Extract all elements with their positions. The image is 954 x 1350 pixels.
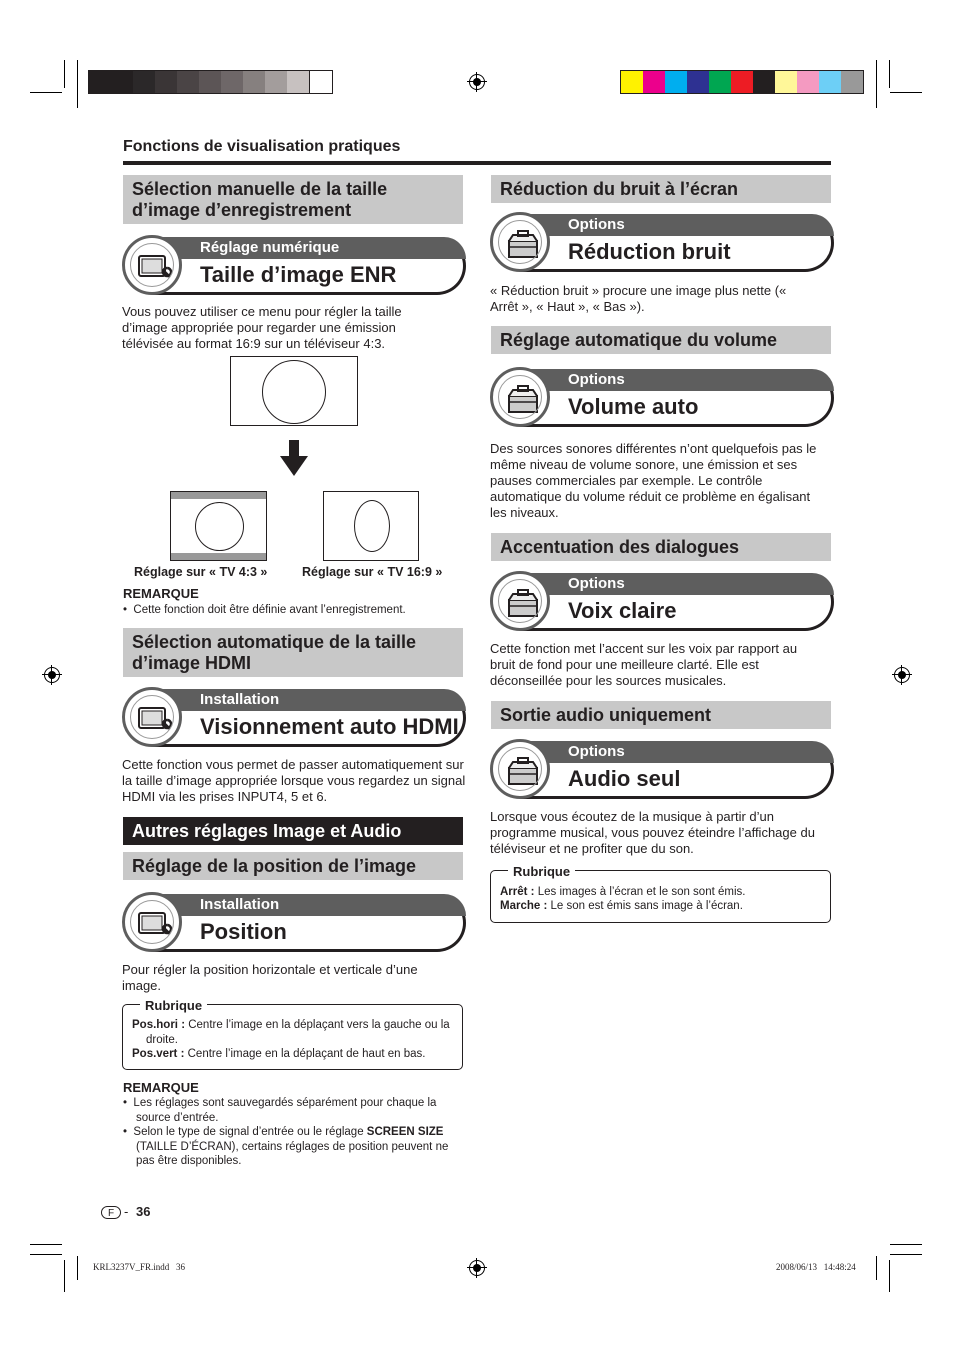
color-swatch [221, 71, 243, 93]
paragraph: Lorsque vous écoutez de la musique à partir d’un programme musical, vous pouvez éteindre l’affichage du téléviseur et ne profiter que du son. [490, 809, 815, 856]
language-letter: F [107, 1208, 115, 1219]
color-swatch [89, 71, 111, 93]
color-swatch [643, 71, 665, 93]
menu-name: Volume auto [568, 394, 699, 419]
paragraph: Pour régler la position horizontale et verticale d’une image. [122, 962, 418, 993]
grayscale-color-bar [88, 70, 333, 94]
header-rule [123, 161, 831, 165]
menu-category: Options [568, 575, 625, 592]
page-title: Fonctions de visualisation pratiques [123, 138, 401, 155]
menu-position [122, 892, 466, 956]
color-swatch [309, 71, 332, 93]
section-heading-auto-hdmi: Sélection automatique de la taille d’image HDMI [123, 628, 463, 677]
note-text: Les réglages sont sauvegardés séparément pour chaque la source d’entrée. [133, 1097, 437, 1124]
letterbox-bar-bottom [171, 553, 266, 560]
color-swatch [155, 71, 177, 93]
caption-tv43: Réglage sur « TV 4:3 » [134, 565, 268, 579]
down-arrow-icon [280, 440, 308, 476]
paragraph: Cette fonction met l’accent sur les voix par rapport au bruit de fond pour une meilleure clarté. Elle est déconseillée pour les sources musicales. [490, 641, 798, 688]
rubrique-text: Centre l’image en la déplaçant vers la gauche ou la droite. [146, 1019, 450, 1046]
note-heading: REMARQUE [123, 586, 199, 601]
crop-mark [890, 92, 922, 93]
menu-name: Réduction bruit [568, 239, 731, 264]
page-number: 36 [136, 1204, 151, 1219]
menu-category: Options [568, 743, 625, 760]
menu-name: Audio seul [568, 766, 681, 791]
menu-name: Position [200, 919, 287, 944]
menu-audio-seul [490, 739, 834, 803]
menu-name: Visionnement auto HDMI [200, 714, 459, 739]
note-item: • Cette fonction doit être définie avant l’enregistrement. [123, 604, 406, 616]
file-slug: KRL3237V_FR.indd 36 [93, 1262, 186, 1272]
paragraph: Des sources sonores différentes n’ont quelquefois pas le même niveau de volume sonore, une émission et ses pauses commerciales par exemple. Le contrôle automatique du volume réduit ce problème en égalisant les niveaux. [490, 441, 817, 520]
diagram-ellipse [354, 500, 390, 552]
rubrique-entry [500, 885, 825, 900]
diagram-source-frame [230, 356, 358, 426]
crop-mark [889, 1260, 890, 1292]
menu-name: Voix claire [568, 598, 677, 623]
crop-mark [77, 1256, 78, 1280]
diagram-tv169-frame [323, 491, 419, 561]
rubrique-label: Rubrique [508, 864, 575, 879]
section-heading-noise-reduction: Réduction du bruit à l’écran [491, 175, 831, 203]
crop-mark [30, 1254, 62, 1255]
menu-voix-claire [490, 571, 834, 635]
crop-mark [77, 60, 78, 108]
section-heading-dialogue: Accentuation des dialogues [491, 533, 831, 561]
color-swatch [177, 71, 199, 93]
tv-settings-icon [122, 892, 182, 952]
registration-mark [44, 667, 60, 683]
registration-mark [894, 667, 910, 683]
color-swatch [287, 71, 309, 93]
color-swatch [731, 71, 753, 93]
menu-taille-image-enr [122, 235, 466, 299]
registration-mark [469, 1260, 485, 1276]
color-swatch [199, 71, 221, 93]
rubrique-entry [132, 1018, 457, 1047]
crop-mark [30, 92, 62, 93]
note-item: • Selon le type de signal d’entrée ou le réglage SCREEN SIZE (TAILLE D’ÉCRAN), certains réglages de position peuvent ne pas être disponibles. [123, 1126, 449, 1167]
paragraph: Cette fonction vous permet de passer automatiquement sur la taille d’image appropriée lorsque vous regardez un signal HDMI via les prises INPUT4, 5 et 6. [122, 757, 466, 804]
color-swatch [753, 71, 775, 93]
tv-settings-icon [122, 687, 182, 747]
color-swatch [265, 71, 287, 93]
section-heading-auto-volume: Réglage automatique du volume [491, 326, 831, 354]
tv-settings-icon [122, 235, 182, 295]
color-swatch [133, 71, 155, 93]
menu-category: Options [568, 216, 625, 233]
note-item: • Les réglages sont sauvegardés séparément pour chaque la source d’entrée. [123, 1097, 437, 1124]
color-swatch [111, 71, 133, 93]
menu-category: Installation [200, 691, 280, 708]
menu-visionnement-auto-hdmi [122, 687, 466, 751]
color-swatch [621, 71, 643, 93]
color-swatch [797, 71, 819, 93]
section-heading-other-settings: Autres réglages Image et Audio [123, 817, 463, 845]
note-text: Selon le type de signal d’entrée ou le réglage [133, 1126, 367, 1138]
paragraph: « Réduction bruit » procure une image plus nette (« Arrêt », « Haut », « Bas »). [490, 283, 787, 314]
color-swatch [243, 71, 265, 93]
rubrique-term: Pos.vert : [132, 1048, 185, 1060]
crop-mark [876, 1256, 877, 1280]
menu-name: Taille d’image ENR [200, 262, 397, 287]
menu-category: Réglage numérique [200, 239, 340, 256]
crop-mark [876, 60, 877, 108]
color-swatch [841, 71, 863, 93]
crop-mark [30, 1244, 62, 1245]
crop-mark [890, 1244, 922, 1245]
section-heading-audio-only: Sortie audio uniquement [491, 701, 831, 729]
section-heading-position: Réglage de la position de l’image [123, 852, 463, 880]
page-number-sep: - [124, 1204, 129, 1219]
diagram-circle [262, 360, 326, 424]
crop-mark [64, 1260, 65, 1292]
note-text-strong: SCREEN SIZE [366, 1126, 444, 1138]
color-swatch [775, 71, 797, 93]
menu-volume-auto [490, 367, 834, 431]
color-swatch [687, 71, 709, 93]
toolbox-icon [490, 571, 550, 631]
rubrique-term: Pos.hori : [132, 1019, 186, 1031]
rubrique-term: Arrêt : [500, 886, 535, 898]
toolbox-icon [490, 212, 550, 272]
menu-category: Installation [200, 896, 280, 913]
registration-mark [469, 74, 485, 90]
crop-mark [890, 1254, 922, 1255]
toolbox-icon [490, 739, 550, 799]
note-text: Cette fonction doit être définie avant l’enregistrement. [133, 604, 406, 616]
crop-mark [889, 60, 890, 88]
toolbox-icon [490, 367, 550, 427]
rubrique-text: Les images à l’écran et le son sont émis. [537, 886, 746, 898]
color-swatch [819, 71, 841, 93]
print-timestamp: 2008/06/13 14:48:24 [776, 1262, 856, 1272]
rubrique-term: Marche : [500, 900, 548, 912]
menu-category: Options [568, 371, 625, 388]
note-heading: REMARQUE [123, 1080, 199, 1095]
rubrique-text: Le son est émis sans image à l’écran. [550, 900, 743, 912]
crop-mark [64, 60, 65, 88]
diagram-circle [195, 502, 244, 551]
section-heading-manual-size: Sélection manuelle de la taille d’image d’enregistrement [123, 175, 463, 224]
letterbox-bar-top [171, 492, 266, 499]
paragraph: Vous pouvez utiliser ce menu pour régler la taille d’image appropriée pour regarder une émission télévisée au format 16:9 sur un téléviseur 4:3. [122, 304, 402, 351]
color-swatch [665, 71, 687, 93]
diagram-tv43-frame [170, 491, 267, 561]
color-swatch [709, 71, 731, 93]
caption-tv169: Réglage sur « TV 16:9 » [302, 565, 443, 579]
rubrique-entry [500, 899, 825, 914]
rubrique-entry [132, 1047, 457, 1062]
language-badge [101, 1206, 121, 1219]
rubrique-text: Centre l’image en la déplaçant de haut en bas. [187, 1048, 426, 1060]
rubrique-label: Rubrique [140, 998, 207, 1013]
note-text: (TAILLE D’ÉCRAN), certains réglages de position peuvent ne pas être disponibles. [136, 1140, 449, 1167]
menu-reduction-bruit [490, 212, 834, 276]
process-color-bar [620, 70, 864, 94]
